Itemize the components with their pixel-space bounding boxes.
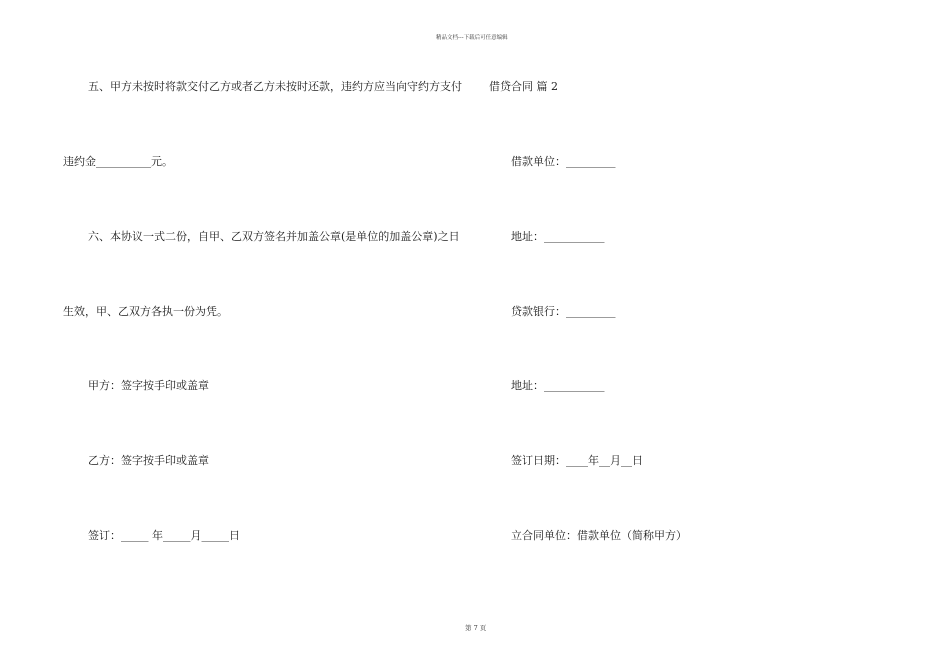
sign-date-field-left: 签订：_____ 年_____月_____日: [88, 529, 240, 542]
clause-6-line-1: 六、本协议一式二份，自甲、乙双方签名并加盖公章(是单位的加盖公章)之日: [88, 230, 460, 243]
clause-5-line-2: 违约金__________元。: [63, 155, 173, 168]
clause-6-line-2: 生效，甲、乙双方各执一份为凭。: [63, 305, 228, 318]
sign-date-field-right: 签订日期：____年__月__日: [511, 454, 643, 467]
contract-2-title: 借贷合同 篇 2: [489, 80, 558, 93]
address-field-2: 地址：___________: [511, 379, 605, 392]
page-number: 第 7 页: [465, 624, 487, 632]
borrower-unit-field: 借款单位：_________: [511, 155, 616, 168]
lender-bank-field: 贷款银行：_________: [511, 305, 616, 318]
page-header: 精品文档---下载后可任意编辑: [436, 35, 508, 41]
contract-parties-field: 立合同单位：借款单位（简称甲方）: [511, 529, 687, 542]
party-b-signature: 乙方：签字按手印或盖章: [88, 454, 209, 467]
party-a-signature: 甲方：签字按手印或盖章: [88, 379, 209, 392]
clause-5-line-1: 五、甲方未按时将款交付乙方或者乙方未按时还款，违约方应当向守约方支付: [88, 80, 462, 93]
address-field-1: 地址：___________: [511, 230, 605, 243]
